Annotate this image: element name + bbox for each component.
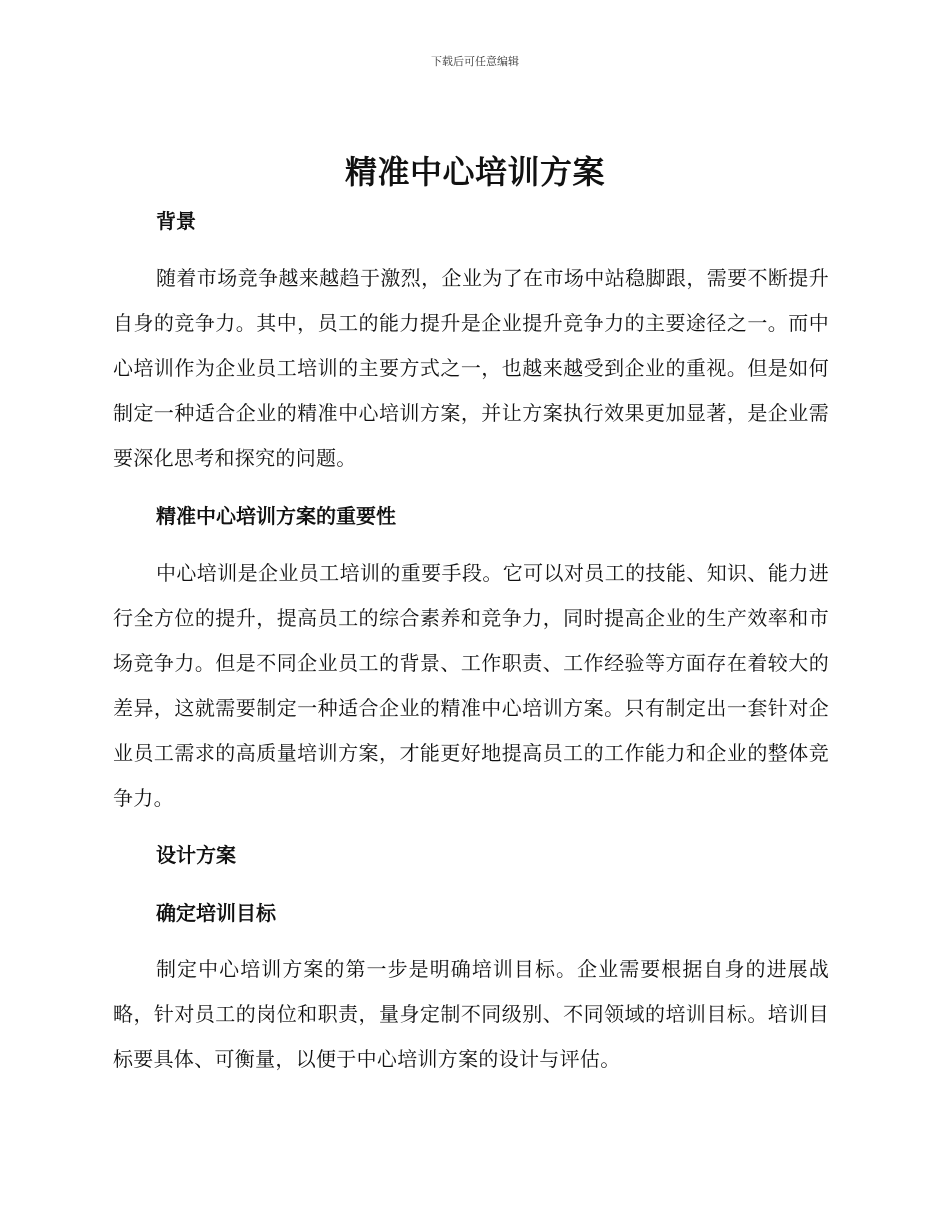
page-header-note: 下载后可任意编辑 [431, 55, 519, 68]
paragraph-importance: 中心培训是企业员工培训的重要手段。它可以对员工的技能、知识、能力进行全方位的提升，提高员工的综合素养和竞争力，同时提高企业的生产效率和市场竞争力。但是不同企业员工的背景、工作职责、工作经验等方面存在着较大的差异，这就需要制定一种适合企业的精准中心培训方案。只有制定出一套针对企业员工需求的高质量培训方案，才能更好地提高员工的工作能力和企业的整体竞争力。 [113, 561, 829, 810]
section-goals-body [113, 947, 829, 1082]
section-background-body [113, 256, 829, 481]
section-importance-body [113, 551, 829, 821]
section-goals-heading-wrap [113, 899, 829, 927]
section-heading-background: 背景 [156, 209, 196, 233]
section-heading-importance: 精准中心培训方案的重要性 [156, 504, 396, 528]
section-heading-design: 设计方案 [156, 843, 236, 867]
section-design-heading-wrap [113, 841, 829, 869]
section-importance-heading-wrap [113, 502, 829, 530]
paragraph-background: 随着市场竞争越来越趋于激烈，企业为了在市场中站稳脚跟，需要不断提升自身的竞争力。其中，员工的能力提升是企业提升竞争力的主要途径之一。而中心培训作为企业员工培训的主要方式之一，也越来越受到企业的重视。但是如何制定一种适合企业的精准中心培训方案，并让方案执行效果更加显著，是企业需要深化思考和探究的问题。 [113, 266, 829, 470]
section-background-heading-wrap [113, 207, 829, 235]
paragraph-goals: 制定中心培训方案的第一步是明确培训目标。企业需要根据自身的进展战略，针对员工的岗位和职责，量身定制不同级别、不同领域的培训目标。培训目标要具体、可衡量，以便于中心培训方案的设计与评估。 [113, 957, 829, 1071]
document-title: 精准中心培训方案 [344, 153, 605, 191]
section-heading-goals: 确定培训目标 [156, 901, 276, 925]
